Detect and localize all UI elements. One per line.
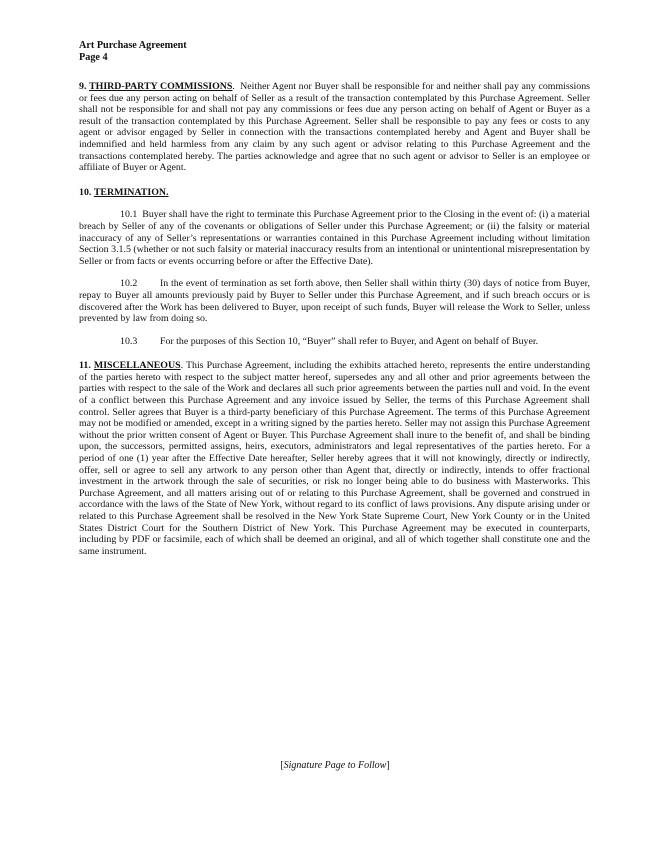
clause-10-3 bbox=[79, 336, 590, 348]
section-10-heading-line bbox=[79, 187, 590, 199]
section-10 bbox=[79, 187, 590, 348]
signature-note-text: Signature Page to Follow bbox=[283, 760, 387, 771]
signature-note-close-bracket: ] bbox=[386, 760, 390, 771]
signature-page-note bbox=[0, 760, 670, 772]
section-11-paragraph bbox=[79, 360, 590, 557]
section-11-body: This Purchase Agreement, including the exhibits attached hereto, represents the entire understanding of the parties hereto with respect to the subject matter hereof, supersedes any and all other and prior agreements between the parties with respect to the sale of the Work and declares all such prior agreements between the parties null and void. In the event of a conflict between this Purchase Agreement and any invoice issued by Seller, the terms of this Purchase Agreement shall control. Seller agrees that Buyer is a third-party beneficiary of this Purchase Agreement. The terms of this Purchase Agreement may not be modified or amended, except in a writing signed by the parties hereto. Seller may not assign this Purchase Agreement without the prior written consent of Agent or Buyer. This Purchase Agreement shall inure to the benefit of, and shall be binding upon, the successors, permitted assigns, heirs, executors, administrators and legal representatives of the parties hereto. For a period of one (1) year after the Effective Date hereafter, Seller hereby agrees that it will not knowingly, directly or indirectly, offer, sell or agree to sell any artwork to any person other than Agent that, directly or indirectly, intends to offer fractional investment in the artwork through the sale of securities, or risk no longer being able to do business with Masterworks. This Purchase Agreement, and all matters arising out of or relating to this Purchase Agreement, shall be governed and construed in accordance with the laws of the State of New York, without regard to its conflict of laws provisions. Any dispute arising under or related to this Purchase Agreement shall be resolved in the New York State Supreme Court, New York County or in the United States District Court for the Southern District of New York. This Purchase Agreement may be executed in counterparts, including by PDF or facsimile, each of which shall be deemed an original, and all of which together shall constitute one and the same instrument. bbox=[79, 360, 591, 557]
section-9-body: Neither Agent nor Buyer shall be responsible for and neither shall pay any commissions or fees due any person acting on behalf of Seller as a result of the transaction contemplated by this Purchase Agreement. Seller shall not be responsible for and shall not pay any commissions or fees due any person acting on behalf of Agent or Buyer as a result of the transaction contemplated by this Purchase Agreement. Seller shall be responsible to pay any fees or costs to any agent or advisor engaged by Seller in connection with the transactions contemplated hereby and Agent and Buyer shall be indemnified and held harmless from any claim by any such agent or advisor relating to this Purchase Agreement and the transactions contemplated hereby. The parties acknowledge and agree that no such agent or advisor to Seller is an employee or affiliate of Buyer or Agent. bbox=[79, 81, 591, 174]
section-9-heading: THIRD-PARTY COMMISSIONS bbox=[89, 81, 233, 92]
section-10-heading: TERMINATION. bbox=[93, 186, 169, 198]
section-9-paragraph bbox=[79, 81, 590, 174]
clause-10-2 bbox=[79, 278, 590, 324]
document-title: Art Purchase Agreement bbox=[79, 40, 187, 51]
section-10-number: 10. bbox=[79, 186, 92, 198]
section-11-number: 11. bbox=[79, 360, 91, 372]
section-11 bbox=[79, 360, 590, 557]
clause-10-1 bbox=[79, 209, 590, 267]
section-11-heading: MISCELLANEOUS bbox=[93, 360, 181, 372]
clause-10-2-text: In the event of termination as set forth above, then Seller shall within thirty (30) days of notice from Buyer, repay to Buyer all amounts previously paid by Buyer to Seller under this Purchase Agreement, and if such breach occurs or is discovered after the Work has been delivered to Buyer, upon receipt of such funds, Buyer will release the Work to Seller, unless prevented by law from doing so. bbox=[79, 278, 590, 325]
section-9 bbox=[79, 81, 590, 174]
page-number: Page 4 bbox=[79, 52, 108, 63]
section-11-heading-period: . bbox=[180, 360, 184, 372]
clause-10-3-number: 10.3 bbox=[120, 335, 138, 347]
clause-10-1-text: Buyer shall have the right to terminate this Purchase Agreement prior to the Closing in the event of: (i) a material breach by Seller of any of the covenants or obligations of Seller under this Purchase Agreement; or (ii) the falsity or material inaccuracy of any of Seller’s representations or warranties contained in this Purchase Agreement including without limitation Section 3.1.5 (whether or not such falsity or material inaccuracy results from an intentional or unintentional misrepresentation by Seller or from facts or events occurring before or after the Effective Date). bbox=[79, 209, 591, 267]
section-9-heading-period: . bbox=[232, 81, 235, 92]
signature-note-open-bracket: [ bbox=[280, 760, 284, 771]
clause-10-1-number: 10.1 bbox=[120, 209, 138, 221]
clause-10-3-text: For the purposes of this Section 10, “Buyer” shall refer to Buyer, and Agent on behalf of Buyer. bbox=[160, 335, 539, 347]
section-9-number: 9. bbox=[79, 81, 87, 92]
clause-10-2-number: 10.2 bbox=[120, 278, 138, 290]
